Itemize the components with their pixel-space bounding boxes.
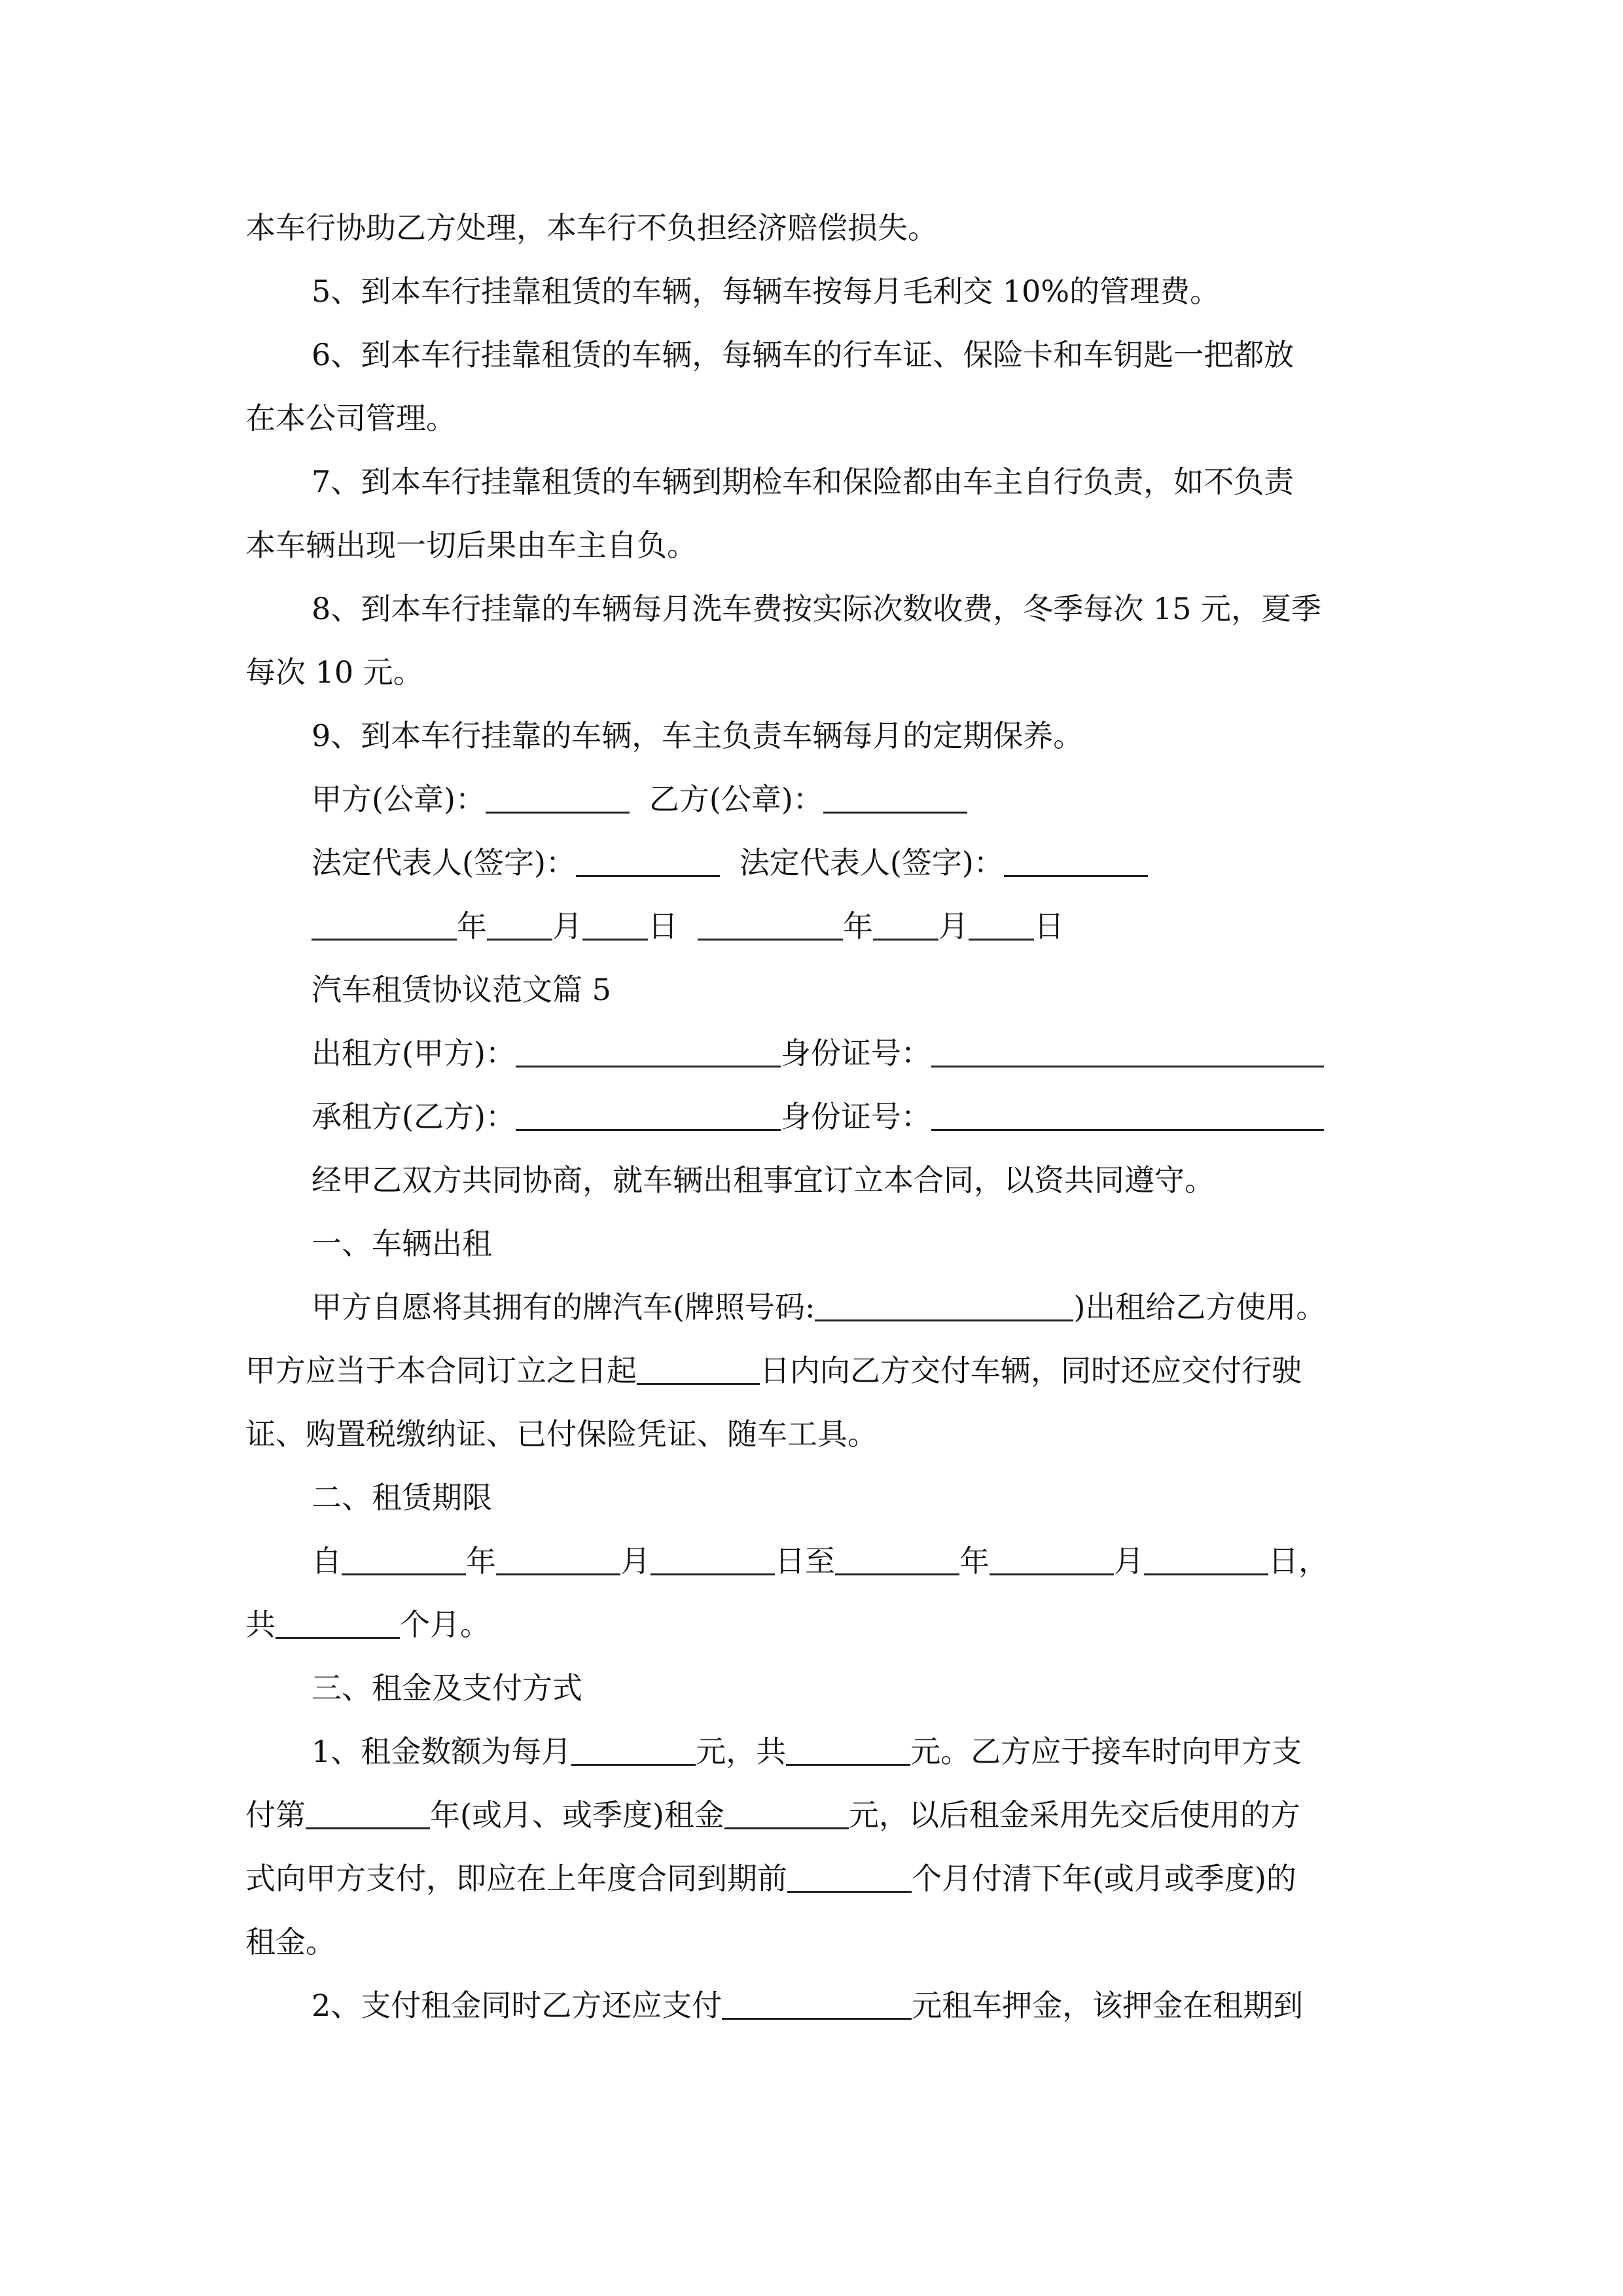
day-blank [969, 910, 1034, 941]
end-day-blank [1144, 1545, 1268, 1575]
period-blank [306, 1799, 430, 1829]
party-b-seal-label: 乙方(公章)： [649, 781, 823, 817]
party-a-seal-blank [486, 783, 630, 814]
text-span: 日内向乙方交付车辆，同时还应交付行驶 [760, 1353, 1302, 1388]
paragraph-line [312, 1287, 1326, 1327]
year-label: 年 [466, 1543, 496, 1579]
year-label: 年 [843, 908, 873, 944]
days-blank [637, 1354, 760, 1385]
month-label: 月 [552, 908, 582, 944]
text-span: 个月。 [400, 1607, 490, 1642]
clause-5: 5、到本车行挂靠租赁的车辆，每辆车按每月毛利交 10%的管理费。 [312, 274, 1221, 309]
section-heading: 三、租金及支付方式 [312, 1670, 582, 1706]
text-span: 元，以后租金采用先交后使用的方 [848, 1797, 1300, 1833]
clause-6: 6、到本车行挂靠租赁的车辆，每辆车的行车证、保险卡和车钥匙一把都放 [312, 337, 1294, 372]
text-span: 式向甲方支付，即应在上年度合同到期前 [245, 1861, 787, 1896]
text-span: 日， [1268, 1543, 1329, 1579]
paragraph-line [312, 1986, 1303, 2025]
paragraph-line [312, 1732, 1302, 1771]
rent-amount-blank [724, 1799, 849, 1829]
year-blank [312, 910, 457, 941]
text-span: 甲方自愿将其拥有的牌汽车(牌照号码: [312, 1289, 815, 1325]
paragraph-line: 本车行协助乙方处理，本车行不负担经济赔偿损失。 [245, 210, 938, 245]
text-span: 共 [245, 1607, 276, 1642]
text-span: 2、支付租金同时乙方还应支付 [312, 1988, 722, 2023]
plate-number-blank [815, 1291, 1073, 1321]
representative-line [312, 843, 1148, 882]
clause-9: 9、到本车行挂靠的车辆，车主负责车辆每月的定期保养。 [312, 718, 1084, 753]
text-span: 1、租金数额为每月 [312, 1734, 572, 1769]
month-label: 月 [938, 908, 969, 944]
id-label: 身份证号： [780, 1099, 931, 1134]
rep-a-blank [576, 846, 720, 877]
total-rent-blank [786, 1735, 910, 1766]
month-blank [487, 910, 552, 941]
year-blank [698, 910, 843, 941]
date-line [312, 906, 1064, 946]
day-label: 日 [1034, 908, 1064, 944]
lease-period-line [312, 1541, 1329, 1581]
text-span: 元。乙方应于接车时向甲方支 [910, 1734, 1302, 1769]
months-before-blank [787, 1862, 912, 1893]
rep-b-blank [1004, 846, 1148, 877]
lessor-line [312, 1033, 1324, 1073]
paragraph-line [245, 1795, 1300, 1835]
text-span: 元租车押金，该押金在租期到 [912, 1988, 1304, 2023]
year-label: 年 [959, 1543, 990, 1579]
lessee-label: 承租方(乙方)： [312, 1099, 516, 1134]
month-label: 月 [620, 1543, 651, 1579]
paragraph-line: 本车辆出现一切后果由车主自负。 [245, 528, 697, 563]
id-blank [931, 1037, 1324, 1067]
intro-paragraph: 经甲乙双方共同协商，就车辆出租事宜订立本合同，以资共同遵守。 [312, 1162, 1215, 1198]
months-blank [276, 1608, 400, 1639]
party-a-seal-label: 甲方(公章)： [312, 781, 486, 817]
section-heading: 二、租赁期限 [312, 1480, 492, 1515]
lessee-line [312, 1097, 1324, 1136]
start-day-blank [651, 1545, 775, 1575]
clause-8: 8、到本车行挂靠的车辆每月洗车费按实际次数收费，冬季每次 15 元，夏季 [312, 591, 1322, 626]
id-blank [931, 1100, 1324, 1131]
text-span: 甲方应当于本合同订立之日起 [245, 1353, 637, 1388]
paragraph-line: 租金。 [245, 1924, 336, 1960]
text-span: )出租给乙方使用。 [1073, 1289, 1327, 1325]
end-year-blank [835, 1545, 959, 1575]
day-label: 日 [648, 908, 678, 944]
rep-b-label: 法定代表人(签字)： [739, 845, 1004, 880]
text-span: 自 [312, 1543, 342, 1579]
paragraph-line: 在本公司管理。 [245, 401, 456, 436]
day-blank [582, 910, 648, 941]
paragraph-line [245, 1605, 490, 1644]
deposit-blank [722, 1989, 912, 2020]
paragraph-line: 证、购置税缴纳证、已付保险凭证、随车工具。 [245, 1416, 878, 1452]
paragraph-line: 每次 10 元。 [245, 655, 423, 690]
section-heading: 一、车辆出租 [312, 1226, 492, 1261]
text-span: 年(或月、或季度)租金 [430, 1797, 724, 1833]
text-span: 付第 [245, 1797, 306, 1833]
start-year-blank [342, 1545, 466, 1575]
monthly-rent-blank [571, 1735, 696, 1766]
id-label: 身份证号： [780, 1035, 931, 1071]
text-span: 个月付清下年(或月或季度)的 [912, 1861, 1296, 1896]
start-month-blank [496, 1545, 620, 1575]
text-span: 日至 [775, 1543, 835, 1579]
paragraph-line [245, 1351, 1302, 1390]
lessee-blank [516, 1100, 781, 1131]
seal-line [312, 780, 967, 819]
rep-a-label: 法定代表人(签字)： [312, 845, 576, 880]
month-blank [873, 910, 938, 941]
party-b-seal-blank [823, 783, 967, 814]
lessor-label: 出租方(甲方)： [312, 1035, 516, 1071]
end-month-blank [990, 1545, 1114, 1575]
year-label: 年 [457, 908, 487, 944]
month-label: 月 [1114, 1543, 1144, 1579]
paragraph-line [245, 1859, 1296, 1898]
lessor-blank [516, 1037, 781, 1067]
clause-7: 7、到本车行挂靠租赁的车辆到期检车和保险都由车主自行负责，如不负责 [312, 464, 1294, 499]
article-title: 汽车租赁协议范文篇 5 [312, 972, 611, 1007]
text-span: 元，共 [696, 1734, 787, 1769]
